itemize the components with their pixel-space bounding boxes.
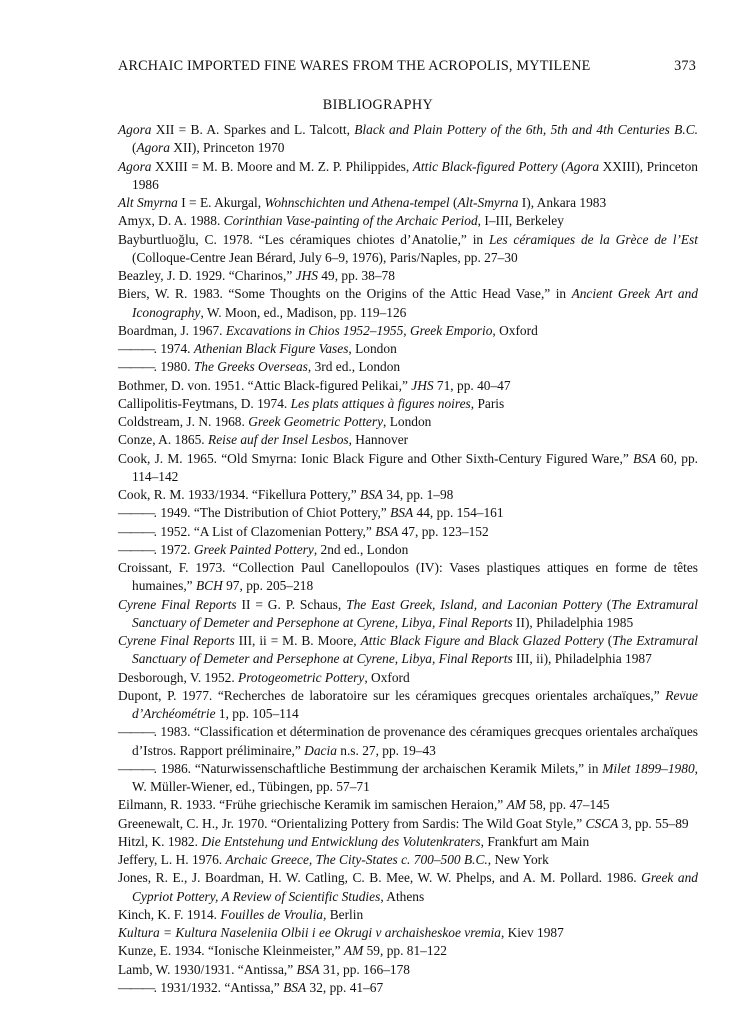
entry-text: Desborough, V. 1952. xyxy=(118,669,239,685)
bibliography-entry xyxy=(118,723,698,760)
running-title: ARCHAIC IMPORTED FINE WARES FROM THE ACROPOLIS, MYTILENE xyxy=(118,58,591,74)
italic-title: Les plats attiques à figures noires xyxy=(290,395,471,411)
bibliography-entry xyxy=(118,267,698,285)
entry-text: Jones, R. E., J. Boardman, H. W. Catling, C. B. Mee, W. W. Phelps, and A. M. Pollard. 1986. xyxy=(118,870,642,886)
entry-text: , 3rd ed., London xyxy=(307,359,401,375)
entry-text: , Kiev 1987 xyxy=(500,925,564,940)
bibliography-entry xyxy=(118,231,698,268)
italic-title: BCH xyxy=(195,578,223,594)
entry-text: 97, pp. 205–218 xyxy=(222,578,314,594)
entry-text: , Hannover xyxy=(348,432,409,448)
entry-text: , Oxford xyxy=(492,322,538,338)
bibliography-entry xyxy=(118,413,698,431)
entry-text: Jeffery, L. H. 1976. xyxy=(118,852,226,867)
entry-text: II = G. P. Schaus, xyxy=(236,596,347,612)
entry-text: Kinch, K. F. 1914. xyxy=(118,906,221,922)
entry-text: ( xyxy=(601,596,612,612)
italic-title: Fouilles de Vroulia xyxy=(220,906,323,922)
entry-text: 3, pp. 55–89 xyxy=(618,815,689,831)
entry-text: . 1972. xyxy=(153,541,194,557)
bibliography-entry xyxy=(118,760,698,797)
italic-title: BSA xyxy=(375,523,399,539)
ditto-dash: ——— xyxy=(118,341,154,356)
italic-title: Die Entstehung und Entwicklung des Volutenkraters xyxy=(201,833,481,849)
entry-text: 44, pp. 154–161 xyxy=(413,505,504,521)
entry-text: 58, pp. 47–145 xyxy=(525,797,610,813)
entry-text: II), Philadelphia 1985 xyxy=(512,614,634,630)
bibliography-entry xyxy=(118,340,698,358)
bibliography-entry xyxy=(118,632,698,669)
entry-text: Boardman, J. 1967. xyxy=(118,322,226,338)
bibliography-entry xyxy=(118,322,698,340)
bibliography-entry xyxy=(118,486,698,504)
italic-title: JHS xyxy=(295,268,318,283)
italic-title: Greek and Cypriot Pottery, A Review of Scientific Studies xyxy=(132,870,698,904)
bibliography-entry xyxy=(118,942,698,960)
bibliography-entry xyxy=(118,833,698,851)
italic-title: Agora xyxy=(565,158,600,174)
entry-text: III, ii = M. B. Moore, xyxy=(234,633,361,648)
italic-title: BSA xyxy=(633,450,657,466)
italic-title: Milet 1899–1980 xyxy=(602,760,695,776)
section-title: BIBLIOGRAPHY xyxy=(322,97,434,113)
entry-text: Beazley, J. D. 1929. “Charinos,” xyxy=(118,268,296,283)
entry-text: , Oxford xyxy=(364,669,410,685)
entry-text: Cook, J. M. 1965. “Old Smyrna: Ionic Black Figure and Other Sixth-Century Figured Ware,” xyxy=(118,450,633,466)
bibliography-entry xyxy=(118,687,698,724)
italic-title: Wohnschichten und Athena-tempel xyxy=(264,195,450,210)
italic-title: AM xyxy=(506,797,526,813)
bibliography-entry xyxy=(118,669,698,687)
entry-text: Lamb, W. 1930/1931. “Antissa,” xyxy=(118,961,297,977)
entry-text: , London xyxy=(348,341,397,356)
entry-text: Hitzl, K. 1982. xyxy=(118,833,202,849)
ditto-dash: ——— xyxy=(118,760,154,776)
bibliography-entry xyxy=(118,596,698,633)
entry-text: n.s. 27, pp. 19–43 xyxy=(336,742,436,758)
italic-title: BSA xyxy=(296,961,320,977)
bibliography-entry xyxy=(118,851,698,869)
entry-text: Biers, W. R. 1983. “Some Thoughts on the Origins of the Attic Head Vase,” in xyxy=(118,286,572,302)
italic-title: BSA xyxy=(360,487,384,502)
page-number: 373 xyxy=(674,58,696,74)
bibliography-entry xyxy=(118,523,698,541)
bibliography-entry xyxy=(118,869,698,906)
entry-text: ( xyxy=(449,195,458,210)
entry-text: XXIII), Princeton 1986 xyxy=(132,158,698,192)
bibliography-entry xyxy=(118,285,698,322)
italic-title: Ancient Greek Art and Iconography xyxy=(132,286,698,320)
entry-text: Eilmann, R. 1933. “Frühe griechische Keramik im samischen Heraion,” xyxy=(118,797,507,813)
entry-text: Dupont, P. 1977. “Recherches de laboratoire sur les céramiques grecques orientales archaïques,” xyxy=(118,687,666,703)
italic-title: Reise auf der Insel Lesbos xyxy=(208,432,349,448)
entry-text: , Paris xyxy=(470,395,505,411)
italic-title: Cyrene Final Reports xyxy=(118,633,235,648)
italic-title: Alt Smyrna xyxy=(118,195,178,210)
entry-text: ( xyxy=(603,633,613,648)
bibliography-entry xyxy=(118,358,698,376)
italic-title: The East Greek, Island, and Laconian Pottery xyxy=(346,596,602,612)
entry-text: XII), Princeton 1970 xyxy=(169,140,285,156)
entry-text: . 1952. “A List of Clazomenian Pottery,” xyxy=(153,523,376,539)
ditto-dash: ——— xyxy=(118,541,154,557)
entry-text: , W. Moon, ed., Madison, pp. 119–126 xyxy=(200,304,407,320)
entry-text: Coldstream, J. N. 1968. xyxy=(118,414,249,429)
italic-title: Kultura = Kultura Naseleniia Olbii i ee Okrugi v archaisheskoe vremia xyxy=(118,925,501,940)
italic-title: BSA xyxy=(283,979,307,995)
italic-title: Corinthian Vase-painting of the Archaic Period xyxy=(223,213,478,229)
entry-text: , Berlin xyxy=(323,906,364,922)
entry-text: XXIII = M. B. Moore and M. Z. P. Philippides, xyxy=(151,158,413,174)
entry-text: I = E. Akurgal, xyxy=(177,195,265,210)
bibliography-entry xyxy=(118,979,698,997)
entry-text: 34, pp. 1–98 xyxy=(383,487,454,502)
entry-text: 71, pp. 40–47 xyxy=(433,377,511,393)
entry-text: 31, pp. 166–178 xyxy=(319,961,410,977)
entry-text: . 1931/1932. “Antissa,” xyxy=(153,979,284,995)
entry-text: Greenewalt, C. H., Jr. 1970. “Orientalizing Pottery from Sardis: The Wild Goat Style,” xyxy=(118,815,586,831)
entry-text: Kunze, E. 1934. “Ionische Kleinmeister,” xyxy=(118,943,344,959)
italic-title: The Extramural Sanctuary of Demeter and Persephone at Cyrene, Libya, Final Reports xyxy=(132,596,698,630)
entry-text: , I–III, Berkeley xyxy=(477,213,564,229)
entry-text: 49, pp. 38–78 xyxy=(317,268,395,283)
ditto-dash: ——— xyxy=(118,505,154,521)
italic-title: The Greeks Overseas xyxy=(193,359,308,375)
bibliography-entry xyxy=(118,450,698,487)
running-head xyxy=(118,58,696,75)
bibliography-entry xyxy=(118,377,698,395)
entry-text: Conze, A. 1865. xyxy=(118,432,209,448)
entry-text: , New York xyxy=(487,852,549,867)
bibliography-entry xyxy=(118,796,698,814)
italic-title: The Extramural Sanctuary of Demeter and Persephone at Cyrene, Libya, Final Reports xyxy=(132,633,698,667)
entry-text: , W. Müller-Wiener, ed., Tübingen, pp. 57–71 xyxy=(132,760,698,794)
entry-text: , 2nd ed., London xyxy=(313,541,409,557)
entry-text: Cook, R. M. 1933/1934. “Fikellura Pottery,” xyxy=(118,487,361,502)
entry-text: Croissant, F. 1973. “Collection Paul Canellopoulos (IV): Vases plastiques attiques en forme de têtes humaines,” xyxy=(118,560,698,594)
ditto-dash: ——— xyxy=(118,523,154,539)
bibliography-entry xyxy=(118,559,698,596)
italic-title: Excavations in Chios 1952–1955, Greek Emporio xyxy=(225,322,493,338)
entry-text: (Colloque-Centre Jean Bérard, July 6–9, 1976), Paris/Naples, pp. 27–30 xyxy=(132,249,518,265)
bibliography-entry xyxy=(118,395,698,413)
italic-title: Agora xyxy=(136,140,170,156)
entry-text: . 1986. “Naturwissenschaftliche Bestimmung der archaischen Keramik Milets,” in xyxy=(153,760,603,776)
bibliography-entry xyxy=(118,504,698,522)
italic-title: Black and Plain Pottery of the 6th, 5th and 4th Centuries B.C. xyxy=(354,122,698,137)
italic-title: Dacia xyxy=(304,742,337,758)
entry-text: 47, pp. 123–152 xyxy=(398,523,489,539)
italic-title: JHS xyxy=(411,377,434,393)
entry-text: , Athens xyxy=(380,888,425,904)
bibliography-entry xyxy=(118,924,698,942)
entry-text: Bayburtluoğlu, C. 1978. “Les céramiques chiotes d’Anatolie,” in xyxy=(118,231,489,247)
ditto-dash: ——— xyxy=(118,359,154,375)
italic-title: Attic Black Figure and Black Glazed Pottery xyxy=(360,633,604,648)
ditto-dash: ——— xyxy=(118,979,154,995)
bibliography-entry xyxy=(118,961,698,979)
bibliography-entry xyxy=(118,158,698,195)
bibliography-entry xyxy=(118,431,698,449)
bibliography-entry xyxy=(118,121,698,158)
italic-title: Greek Painted Pottery xyxy=(193,541,314,557)
italic-title: CSCA xyxy=(585,815,619,831)
entry-text: . 1980. xyxy=(153,359,194,375)
entry-text: . 1949. “The Distribution of Chiot Pottery,” xyxy=(153,505,391,521)
entry-text: . 1974. xyxy=(153,341,194,356)
italic-title: Archaic Greece, The City-States c. 700–500 B.C. xyxy=(225,852,488,867)
entry-text: ( xyxy=(132,140,137,156)
entry-text: 59, pp. 81–122 xyxy=(363,943,447,959)
bibliography-entry xyxy=(118,212,698,230)
italic-title: Agora xyxy=(118,122,152,137)
italic-title: Protogeometric Pottery xyxy=(238,669,365,685)
entry-text: . 1983. “Classification et détermination de provenance des céramiques grecques orientales archaïques d’Istros. Rapport préliminaire,” xyxy=(132,724,698,758)
entry-text: 1, pp. 105–114 xyxy=(215,706,299,721)
italic-title: Revue d’Archéométrie xyxy=(132,687,698,721)
entry-text: , Frankfurt am Main xyxy=(480,833,590,849)
bibliography-entry xyxy=(118,906,698,924)
italic-title: Les céramiques de la Grèce de l’Est xyxy=(488,231,698,247)
entry-text: Amyx, D. A. 1988. xyxy=(118,213,224,229)
entry-text: ( xyxy=(557,158,566,174)
italic-title: Cyrene Final Reports xyxy=(118,596,237,612)
entry-text: Bothmer, D. von. 1951. “Attic Black-figured Pelikai,” xyxy=(118,377,412,393)
entry-text: XII = B. A. Sparkes and L. Talcott, xyxy=(151,122,355,137)
italic-title: Athenian Black Figure Vases xyxy=(193,341,349,356)
italic-title: Agora xyxy=(118,158,152,174)
entry-text: I), Ankara 1983 xyxy=(518,195,607,210)
entry-text: 32, pp. 41–67 xyxy=(306,979,384,995)
bibliography-entry xyxy=(118,541,698,559)
bibliography-entry xyxy=(118,194,698,212)
italic-title: Attic Black-figured Pottery xyxy=(412,158,558,174)
entry-text: III, ii), Philadelphia 1987 xyxy=(512,651,652,667)
entry-text: , London xyxy=(383,414,432,429)
italic-title: BSA xyxy=(390,505,414,521)
ditto-dash: ——— xyxy=(118,724,154,740)
italic-title: Alt-Smyrna xyxy=(457,195,519,210)
italic-title: AM xyxy=(343,943,364,959)
entry-text: 60, pp. 114–142 xyxy=(132,450,699,484)
bibliography-list xyxy=(118,121,698,997)
entry-text: Callipolitis-Feytmans, D. 1974. xyxy=(118,395,291,411)
bibliography-entry xyxy=(118,815,698,833)
italic-title: Greek Geometric Pottery xyxy=(248,414,384,429)
